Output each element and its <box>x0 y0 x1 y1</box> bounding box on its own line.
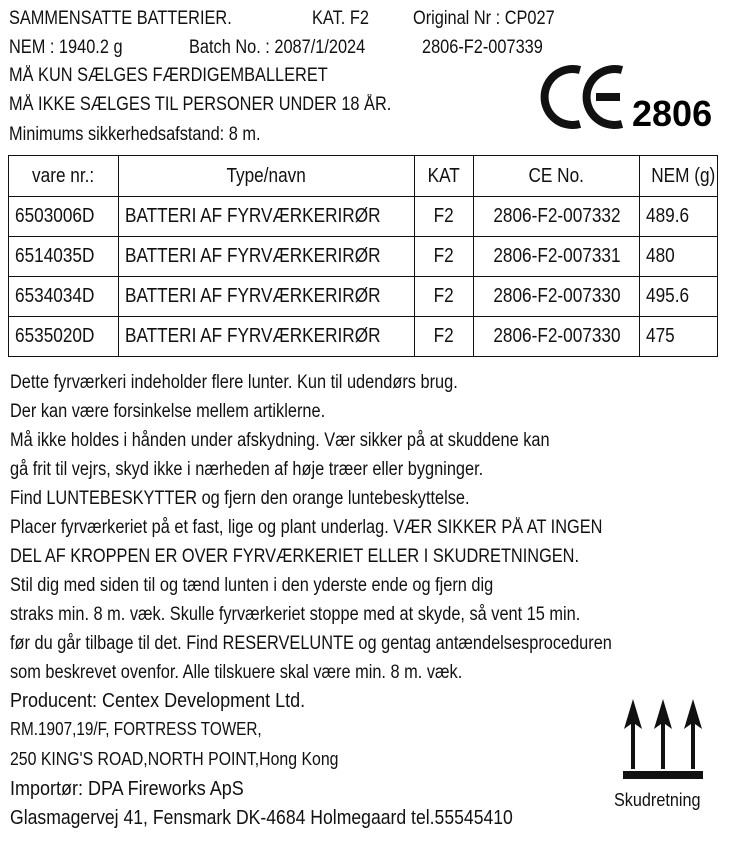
header-nem: NEM (g) <box>640 156 718 197</box>
instruction-line: Dette fyrværkeri indeholder flere lunter. Kun til udendørs brug. <box>10 372 458 393</box>
category-cell: F2 <box>415 277 474 317</box>
table-row <box>9 197 718 237</box>
table-row <box>9 237 718 277</box>
ce-number-cell: 2806-F2-007330 <box>474 317 640 357</box>
instruction-line: Må ikke holdes i hånden under afskydning. Vær sikker på at skuddene kan <box>10 430 550 451</box>
ce-mark-icon <box>536 62 716 132</box>
producer-label: Producent: Centex Development Ltd. <box>10 690 306 712</box>
nem-cell: 475 <box>640 317 718 357</box>
item-number-cell: 6534034D <box>9 277 119 317</box>
type-cell: BATTERI AF FYRVÆRKERIRØR <box>119 237 415 277</box>
instruction-line: før du går tilbage til det. Find RESERVELUNTE og gentag antændelsesproceduren <box>10 633 612 654</box>
category-cell: F2 <box>415 317 474 357</box>
category-cell: F2 <box>415 197 474 237</box>
nem-cell: 489.6 <box>640 197 718 237</box>
item-number-cell: 6535020D <box>9 317 119 357</box>
header-ce-number: CE No. <box>474 156 640 197</box>
ce-number-cell: 2806-F2-007331 <box>474 237 640 277</box>
instruction-line: som beskrevet ovenfor. Alle tilskuere skal være min. 8 m. væk. <box>10 662 463 683</box>
table-row <box>9 277 718 317</box>
header-item-number: vare nr.: <box>9 156 119 197</box>
category-cell: F2 <box>415 237 474 277</box>
header-type: Type/navn <box>119 156 415 197</box>
instruction-line: Stil dig med siden til og tænd lunten i den yderste ende og fjern dig <box>10 575 494 596</box>
header-category: KAT <box>415 156 474 197</box>
ce-number-cell: 2806-F2-007330 <box>474 277 640 317</box>
ce-number: 2806 <box>632 93 713 132</box>
instructions <box>10 368 670 687</box>
importer-label: Importør: DPA Fireworks ApS <box>10 778 244 800</box>
instruction-line: Placer fyrværkeriet på et fast, lige og plant underlag. VÆR SIKKER PÅ AT INGEN <box>10 517 603 538</box>
instruction-line: DEL AF KROPPEN ER OVER FYRVÆRKERIET ELLER I SKUDRETNINGEN. <box>10 546 580 567</box>
table-row <box>9 317 718 357</box>
instruction-line: straks min. 8 m. væk. Skulle fyrværkeriet stoppe med at skyde, så vent 15 min. <box>10 604 581 625</box>
instruction-line: Der kan være forsinkelse mellem artiklerne. <box>10 401 326 422</box>
type-cell: BATTERI AF FYRVÆRKERIRØR <box>119 197 415 237</box>
header-block: SAMMENSATTE BATTERIER. KAT. F2 Original Nr : CP027 NEM : 1940.2 g Batch No. : 2087/1/2024 2806-F2-007339 MÅ KUN SÆLGES FÆRDIGEMBALLERET MÅ IKKE SÆLGES TIL PERSONER UNDER 18 ÅR. Minimums sikkerhedsafstand: 8 m. <box>9 8 555 145</box>
type-cell: BATTERI AF FYRVÆRKERIRØR <box>119 277 415 317</box>
importer-address: Glasmagervej 41, Fensmark DK-4684 Holmegaard tel.55545410 <box>10 807 513 829</box>
producer-address-2: 250 KING'S ROAD,NORTH POINT,Hong Kong <box>10 749 339 769</box>
type-cell: BATTERI AF FYRVÆRKERIRØR <box>119 317 415 357</box>
arrows-up-icon <box>620 697 706 783</box>
table-header-row <box>9 156 718 197</box>
direction-label: Skudretning <box>614 790 701 810</box>
ce-number-cell: 2806-F2-007332 <box>474 197 640 237</box>
items-table <box>8 155 718 357</box>
producer-address-1: RM.1907,19/F, FORTRESS TOWER, <box>10 719 262 739</box>
nem-cell: 495.6 <box>640 277 718 317</box>
instruction-line: Find LUNTEBESKYTTER og fjern den orange luntebeskyttelse. <box>10 488 470 509</box>
nem-cell: 480 <box>640 237 718 277</box>
item-number-cell: 6503006D <box>9 197 119 237</box>
item-number-cell: 6514035D <box>9 237 119 277</box>
instruction-line: gå frit til vejrs, skyd ikke i nærheden af høje træer eller bygninger. <box>10 459 484 480</box>
